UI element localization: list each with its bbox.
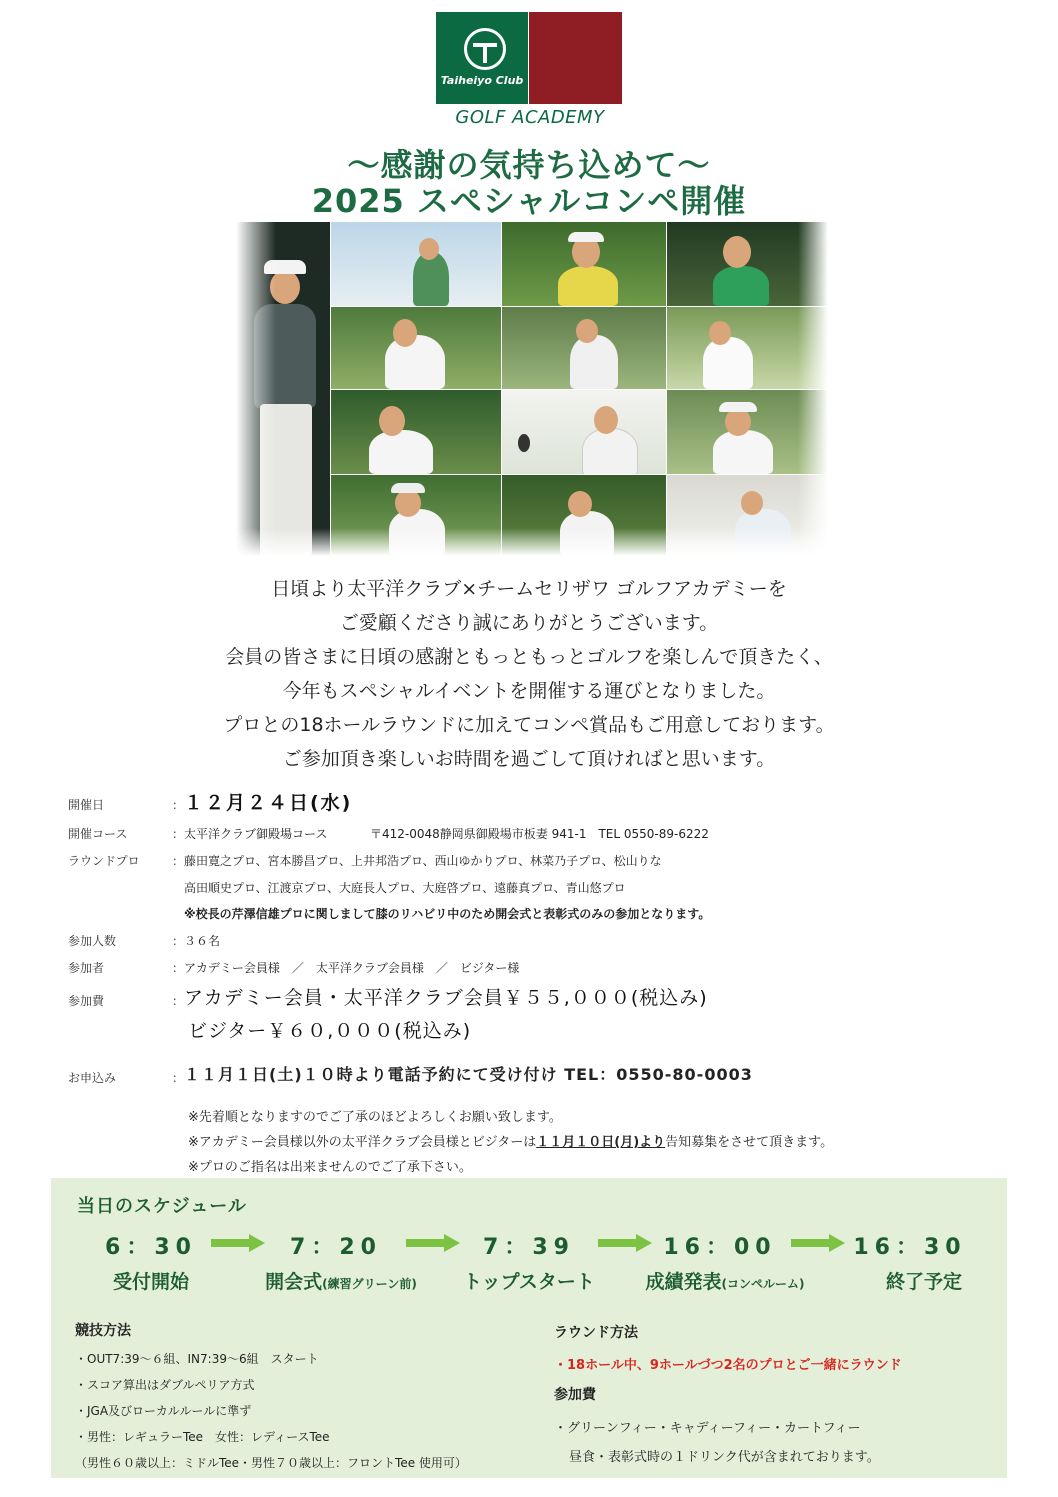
taiheiyo-club-logo <box>436 12 528 104</box>
participants-label: 参加者 <box>68 961 105 975</box>
note-recruitment <box>188 1131 833 1150</box>
apply-label: お申込み <box>68 1071 117 1085</box>
rules-item: ・OUT7:39～６組、IN7:39～6組 スタート <box>75 1352 319 1366</box>
fee-includes-1: ・グリーンフィー・キャディーフィー・カートフィー <box>554 1421 861 1436</box>
pros-list-1: 藤田寛之プロ、宮本勝昌プロ、上井邦浩プロ、西山ゆかりプロ、林菜乃子プロ、松山りな <box>184 854 662 868</box>
logo-club-text: Taiheiyo Club <box>440 74 524 87</box>
count-label: 参加人数 <box>68 934 117 948</box>
fee-visitor: ビジター￥６０,０００(税込み) <box>188 1020 472 1042</box>
photo-pro-5 <box>502 307 666 389</box>
fee-section-heading: 参加費 <box>554 1387 596 1403</box>
golfer-silhouette-icon <box>681 26 711 98</box>
golf-academy-text: GOLF ACADEMY <box>455 107 605 128</box>
page-title: 2025 スペシャルコンペ開催 <box>311 182 747 220</box>
event-date: １２月２４日(水) <box>184 792 353 814</box>
note-recruitment-date: １１月１０日(月)より <box>536 1135 666 1150</box>
pros-label: ラウンドプロ <box>68 854 140 868</box>
fee-member: アカデミー会員・太平洋クラブ会員￥５５,０００(税込み) <box>184 987 708 1009</box>
intro-message <box>0 572 1058 776</box>
schedule-event: 開会式(練習グリーン前) <box>265 1271 417 1293</box>
colon: ： <box>172 934 185 948</box>
intro-line: 今年もスペシャルイベントを開催する運びとなりました。 <box>282 680 776 702</box>
logo-serizawa-text: SERIZAWA <box>632 68 679 77</box>
photo-pro-4 <box>331 307 501 389</box>
arrow-right-icon <box>598 1234 654 1252</box>
arrow-right-icon <box>406 1234 462 1252</box>
schedule-time: 16：30 <box>853 1235 967 1260</box>
date-label: 開催日 <box>68 798 105 812</box>
photo-pro-2 <box>502 222 666 306</box>
note-recruitment-post: 告知募集をさせて頂きます。 <box>665 1135 834 1150</box>
schedule-event: 受付開始 <box>112 1271 189 1293</box>
page-subtitle: ～感謝の気持ち込めて～ <box>347 146 711 184</box>
participants-list: アカデミー会員様 ／ 太平洋クラブ会員様 ／ ビジター様 <box>184 961 520 975</box>
colon: ： <box>172 961 185 975</box>
fee-label: 参加費 <box>68 994 105 1008</box>
team-serizawa-logo <box>529 12 690 104</box>
schedule-time: 7：39 <box>483 1235 575 1260</box>
photo-pro-8 <box>502 390 666 474</box>
taiheiyo-emblem-icon <box>464 28 506 70</box>
schedule-title: 当日のスケジュール <box>77 1196 247 1217</box>
schedule-event: 成績発表(コンペルーム) <box>645 1271 805 1293</box>
schedule-event: 終了予定 <box>885 1271 962 1293</box>
intro-line: 会員の皆さまに日頃の感謝ともっともっとゴルフを楽しんで頂きたく、 <box>225 646 833 668</box>
rules-item: （男性６０歳以上：ミドルTee・男性７０歳以上：フロントTee 使用可） <box>75 1456 467 1470</box>
round-item: ・18ホール中、9ホールづつ2名のプロとご一緒にラウンド <box>554 1358 902 1373</box>
intro-line: プロとの18ホールラウンドに加えてコンペ賞品もご用意しております。 <box>223 714 835 736</box>
participant-count: ３６名 <box>184 934 221 948</box>
colon: ： <box>172 798 185 812</box>
rules-item: ・スコア算出はダブルペリア方式 <box>75 1378 255 1392</box>
photo-pro-1 <box>331 222 501 306</box>
intro-line: ご参加頂き楽しいお時間を過ごして頂ければと思います。 <box>282 748 776 770</box>
schedule-box <box>51 1178 1007 1478</box>
course-address: 〒412-0048静岡県御殿場市板妻 941-1 TEL 0550-89-6222 <box>370 827 709 841</box>
round-heading: ラウンド方法 <box>554 1325 638 1341</box>
colon: ： <box>172 1071 185 1085</box>
pros-note: ※校長の芹澤信雄プロに関しまして膝のリハビリ中のため開会式と表彰式のみの参加となります。 <box>184 907 711 921</box>
pro-photo-collage <box>236 222 828 556</box>
note-first-come: ※先着順となりますのでご了承のほどよろしくお願い致します。 <box>188 1110 562 1125</box>
logo-team-text: TEAM <box>632 46 690 66</box>
photo-pro-7 <box>331 390 501 474</box>
rules-item: ・男性：レギュラーTee 女性：レディースTee <box>75 1430 330 1444</box>
schedule-time: 16：00 <box>663 1235 777 1260</box>
fee-includes-2: 昼食・表彰式時の１ドリンク代が含まれております。 <box>569 1450 880 1465</box>
course-name: 太平洋クラブ御殿場コース <box>184 827 328 841</box>
schedule-time: 6：30 <box>105 1235 197 1260</box>
note-recruitment-pre: ※アカデミー会員様以外の太平洋クラブ会員様とビジターは <box>188 1135 537 1150</box>
rules-heading: 競技方法 <box>75 1323 131 1339</box>
note-no-nomination: ※プロのご指名は出来ませんのでご了承下さい。 <box>188 1160 472 1175</box>
course-label: 開催コース <box>68 827 128 841</box>
arrow-right-icon <box>211 1234 267 1252</box>
schedule-time: 7：20 <box>290 1235 382 1260</box>
intro-line: ご愛顧くださり誠にありがとうございます。 <box>339 612 719 634</box>
apply-info: １１月１日(土)１０時より電話予約にて受け付け TEL：0550-80-0003 <box>184 1065 753 1084</box>
pros-list-2: 高田順史プロ、江渡京プロ、大庭長人プロ、大庭啓プロ、遠藤真プロ、青山悠プロ <box>184 881 626 895</box>
schedule-event: トップスタート <box>463 1271 595 1293</box>
academy-logo <box>436 12 690 128</box>
arrow-right-icon <box>791 1234 847 1252</box>
rules-item: ・JGA及びローカルルールに準ず <box>75 1404 252 1418</box>
colon: ： <box>172 854 185 868</box>
colon: ： <box>172 994 185 1008</box>
colon: ： <box>172 827 185 841</box>
intro-line: 日頃より太平洋クラブ×チームセリザワ ゴルフアカデミーを <box>271 578 787 600</box>
